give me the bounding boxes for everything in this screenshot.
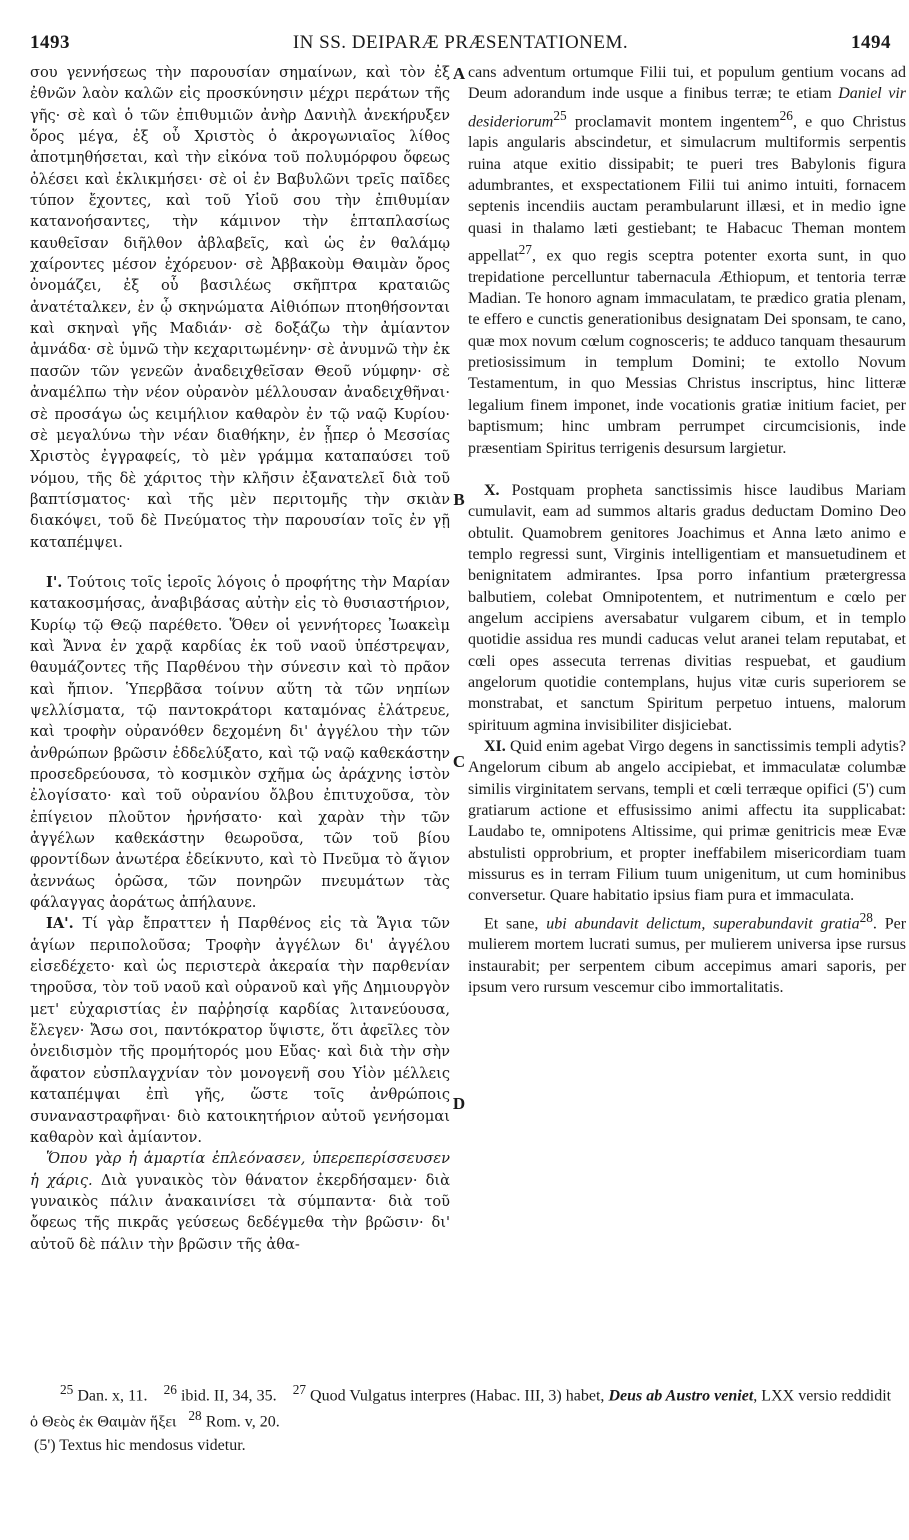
section-number: XI.	[484, 737, 506, 755]
page-number-left: 1493	[30, 32, 70, 53]
margin-marker-d: D	[452, 1094, 466, 1113]
latin-paragraph-12	[468, 907, 906, 999]
footnote-number: 28	[188, 1408, 202, 1424]
section-number: Ι'.	[46, 573, 63, 591]
footnote-number: 25	[60, 1382, 74, 1397]
greek-paragraph-1: σου γεννήσεως τὴν παρουσίαν σημαίνων, καὶ τὸν ἐξ ἐθνῶν λαὸν καλῶν εἰς προσκύνησιν μέχρι περάτων τῆς γῆς· σὲ καὶ ὁ τῶν ἐπιθυμιῶν ἀνὴρ Δανιὴλ ἀνεκήρυξεν ὄρος μέγα, ἐξ οὗ Χριστὸς ὁ ἀκρογωνιαῖος λίθος ἀποτμηθήσεται, καὶ τὴν εἰκόνα τοῦ πολυμόρφου ὄφεως ὀλέσει καὶ ἐκλικμήσει· σὲ οἱ ἐν Βαβυλῶνι τρεῖς παῖδες τύπον ἔχοντες, καὶ τοῦ Υἱοῦ σου τὴν ἐπιθυμίαν κατανοήσαντες, τὴν κάμινον τὴν ἑπταπλασίως καυθεῖσαν διῆλθον ἀβλαβεῖς, καὶ ὡς ἐν θαλάμῳ χαίροντες μέσον ἐχόρευον· σὲ Ἀββακοὺμ Θαιμὰν ὄρος ὀνομάζει, ἐξ οὗ βασιλέως σκῆπτρα κραταιῶς ἀνατέταλκεν, ἐν ᾧ σκηνώματα Αἰθιόπων πτοηθήσονται καὶ σκηναὶ γῆς Μαδιάν· σὲ δοξάζω τὴν ἀμίαντον ἀμνάδα· σὲ ὑμνῶ τὴν κεχαριτωμένην· σὲ ἀνυμνῶ τὴν ἐκ πασῶν τῶν γενεῶν ἀναδειχθεῖσαν Θεοῦ νύμφην· σὲ ἀναμέλπω τὴν νέον οὐρανὸν μέλλουσαν ἀναδειχθῆναι· σὲ προσάγω ὡς κειμήλιον καθαρὸν ἐν τῷ ναῷ Κυρίου· σὲ μεγαλύνω τὴν νέαν διαθήκην, ἐν ᾗπερ ὁ Μεσσίας Χριστὸς ἐγγραφείς, τὸ μὲν γράμμα καταπαύσει τοῦ νόμου, τῆς δὲ χάριτος τὴν κλῆσιν ἐξανατελεῖ διὰ τοῦ βαπτίσματος· καὶ τῆς μὲν περιτομῆς τὴν σκιὰν διακόψει, τοῦ δὲ Πνεύματος τὴν παρουσίαν τοῖς ἐν γῇ καταπέμψει.	[30, 64, 450, 551]
greek-column	[30, 62, 450, 1255]
latin-paragraph-10	[468, 480, 906, 736]
margin-marker-a: A	[452, 64, 466, 83]
latin-paragraph-11	[468, 736, 906, 907]
greek-paragraph-text: Τί γὰρ ἔπραττεν ἡ Παρθένος εἰς τὰ Ἅγια τῶν ἁγίων περιπολοῦσα; Τροφὴν ἀγγέλων δι' ἀγγέλου εἰσεδέχετο· καὶ ὡς περιστερὰ ἀκεραία τὴν παρθενίαν τηροῦσα, τὸν τοῦ ναοῦ καὶ οὐρανοῦ καὶ γῆς Δημιουργὸν μετ' εὐχαριστίας ἐν παῤῥησίᾳ καρδίας λιτανεύουσα, ἔλεγεν· Ἄσω σοι, παντόκρατορ ὕψιστε, ὅτι ἀφεῖλες τὸν ὀνειδισμὸν τῆς προμήτορός μου Εὔας· καὶ διὰ τὴν σὴν ἄφατον εὐσπλαγχνίαν τὸν μονογενῆ σου Υἱὸν μέλλεις καταπέμψαι ἐπὶ γῆς, ὥστε τοῖς ἀνθρώποις συναναστραφῆναι· διὸ κατοικητήριον αὐτοῦ γενήσομαι καθαρὸν καὶ ἀμίαντον.	[30, 915, 450, 1146]
margin-marker-c: C	[452, 752, 466, 771]
section-number: ΙΑ'.	[46, 915, 74, 933]
latin-text: cum gratiarum actione et effusissimo animi affectu ita supplicabat: Laudabo te, omnipotens Altissime, qui primæ genitricis meæ Evæ abstulisti opprobrium, et propter ineffabilem misericordiam tuam missurus es in terram Filium tuum unigenitum, ut cum hominibus conversetur. Quare habitatio ipsius fiam pura et immaculata.	[468, 780, 907, 905]
footnote-text: Rom. v, 20.	[205, 1413, 280, 1431]
section-number: X.	[484, 481, 500, 499]
scripture-quote: Ὅπου γὰρ ἡ ἁμαρτία ἐπλεόνασεν, ὑπερεπερίσσευσεν ἡ χάρις.	[30, 1150, 450, 1189]
footnote-ref: 27	[518, 242, 532, 258]
page-header	[30, 32, 891, 58]
latin-text: proclamavit montem ingentem	[574, 113, 780, 131]
latin-text: Et sane,	[484, 915, 539, 933]
scripture-quote: ubi abundavit delictum, superabundavit gratia	[546, 915, 860, 933]
latin-paragraph-1	[468, 62, 906, 459]
greek-paragraph-text: Διὰ γυναικὸς τὸν θάνατον ἐκερδήσαμεν· διὰ γυναικὸς πάλιν ἀνακαινίσει τὰ σύμπαντα· διὰ τοῦ ὄφεως τῆς πικρᾶς γεύσεως δεδέγμεθα τὴν βρῶσιν· δι' αὐτοῦ δὲ πάλιν τὴν βρῶσιν τῆς ἀθα-	[30, 1171, 451, 1253]
latin-italic: Daniel vir desideriorum	[468, 85, 906, 131]
latin-text: Postquam propheta sanctissimis hisce laudibus Mariam cumulavit, eam ad summos altaris gradus deductam Domino Deo obtulit. Quamobrem genitores Joachimus et Anna læto animo e templo regressi sunt, Virginis intelligentiam et mansuetudinem et benignitatem admirantes. Ipsa porro infantium prætergressa balbutiem, colebat Omnipotentem, et nutrimentum e cœlo per angelum accipiens aversabatur vulgarem cibum, et in templo quotidie assidua res mundi caducas velut aranei telam reputabat, et cœli opes assecuta terrenas divitias respuebat, et gaudium angelorum quotidie contemplans, hujus vitæ curis superiorem se monstrabat, et sanctum Spiritum perpetuo intuens, malorum spirituum agmina invisibiliter disjiciebat.	[468, 481, 907, 734]
footnote-text: Dan. x, 11.	[77, 1387, 148, 1405]
running-title: IN SS. DEIPARÆ PRÆSENTATIONEM.	[292, 32, 629, 53]
page-number-right: 1494	[851, 32, 891, 53]
footnotes	[30, 1380, 891, 1433]
greek-paragraph-text: Τούτοις τοῖς ἱεροῖς λόγοις ὁ προφήτης τὴν Μαρίαν κατακοσμήσας, ἀναβιβάσας αὐτὴν εἰς τὸ θυσιαστήριον, Κυρίῳ τῷ Θεῷ παρέθετο. Ὅθεν οἱ γεννήτορες Ἰωακεὶμ καὶ Ἄννα ἐν χαρᾷ καρδίας ἐκ τοῦ ναοῦ ὑπέστρεψαν, θαυμάζοντες τῆς Παρθένου τὴν σύνεσιν καὶ τὸ πρᾶον καὶ ἤπιον. Ὑπερβᾶσα τοίνυν αὕτη τὰ τῶν νηπίων ψελλίσματα, τῷ παντοκράτορι καταμόνας ἐλάτρευε, καὶ τροφὴν οὐρανόθεν δεχομένη δι' ἀγγέλου τὴν τῶν ἀνθρώπων βρῶσιν ἐδδελύξατο, καὶ τῷ ναῷ καθεκάστην προσεδρεύουσα, τὸ κοσμικὸν σχῆμα ὡς ἀράχνης ἱστὸν ἐλογίσατο· καὶ τοῦ οὐρανίου ὄλβου ἐπιτυχοῦσα, τὸν ἐπίγειον πλοῦτον ἠρνήσατο· καὶ χαρὰν τὴν τῶν ἀγγέλων καθεκάστην θεωροῦσα, τῶν τοῦ βίου φροντίδων ἀνωτέρα ἐδείκνυτο, καὶ τὸ Πνεῦμα τὸ ἅγιον ἀεννάως ὁρῶσα, τῶν πονηρῶν πνευμάτων τὰς φάλαγγας ἀοράτως ἀπήλαυνε.	[30, 573, 451, 912]
latin-text: . Per mulierem mortem lucrati sumus, per mulierem universa ipse rursus instaurabit; per serpentem cibum accepimus amari saporis, per ipsum vero rursum vescemur cibo immortalitatis.	[468, 915, 907, 997]
footnote-ref: 28	[859, 909, 873, 925]
latin-text: cans adventum ortumque Filii tui, et populum gentium vocans ad Deum adorandum inde usque a finibus terræ; te etiam	[468, 64, 906, 103]
footnote-text: Quod Vulgatus interpres (Habac. III, 3) habet,	[310, 1387, 605, 1405]
greek-paragraph-10	[30, 572, 450, 914]
latin-text: Quid enim agebat Virgo degens in sanctissimis templi adytis? Angelorum cibum ab angelo accipiebat, et immaculatæ columbæ similis virginitatem servans, templi et cœli terræque opifici	[468, 737, 907, 798]
margin-marker-b: B	[453, 490, 465, 509]
footnote-ref: 25	[553, 107, 567, 123]
greek-paragraph-11	[30, 913, 450, 1148]
footnote-number: 26	[163, 1382, 177, 1397]
footnote-ref: (5')	[852, 780, 875, 798]
footnote-text: , LXX versio reddidit ὁ Θεὸς ἐκ Θαιμὰν ἥξει	[30, 1387, 892, 1431]
footnote-block	[30, 1380, 891, 1433]
footnote-ref: 26	[779, 107, 793, 123]
footnote-number: 27	[292, 1382, 307, 1397]
footnote-5: (5') Textus hic mendosus videtur.	[34, 1437, 246, 1454]
greek-paragraph-12	[30, 1148, 450, 1255]
footnote-italic: Deus ab Austro veniet	[608, 1387, 754, 1405]
footnote-text: ibid. II, 34, 35.	[180, 1387, 277, 1405]
latin-text: , e quo Christus lapis angularis abscindetur, et simulacrum multiformis serpentis ruina atque exitio dissipabit; te pueri tres Babylonis figura adumbrantes, et exspectationem Filii tui animo intuiti, fornacem septenis incendiis auctam perambularunt illæsi, et in medio igne quasi in thalamo læti gestiebant; te Habacuc Theman montem appellat	[468, 113, 906, 265]
latin-text: , ex quo regis sceptra potenter exorta sunt, in quo trepidatione percelluntur tabernacula Æthiopum, et tentoria terræ Madian. Te honoro agnam immaculatam, te prædico gratia plenam, te effero e cunctis generationibus designatam Dei sponsam, te cano, quæ mox novum cœlum cognosceris; te adduco tanquam thesaurum pretiosissimum in templum Domini; te extollo Novum Testamentum, in quo Messias Christus inscriptus, hinc litteræ legalium finem imponet, inde vocationis gratiæ initium faciet, per baptismum; hinc umbram perrumpet circumcisionis, inde præsentiam Spiritus terrigenis desursum largietur.	[468, 247, 906, 457]
latin-column	[468, 62, 906, 998]
